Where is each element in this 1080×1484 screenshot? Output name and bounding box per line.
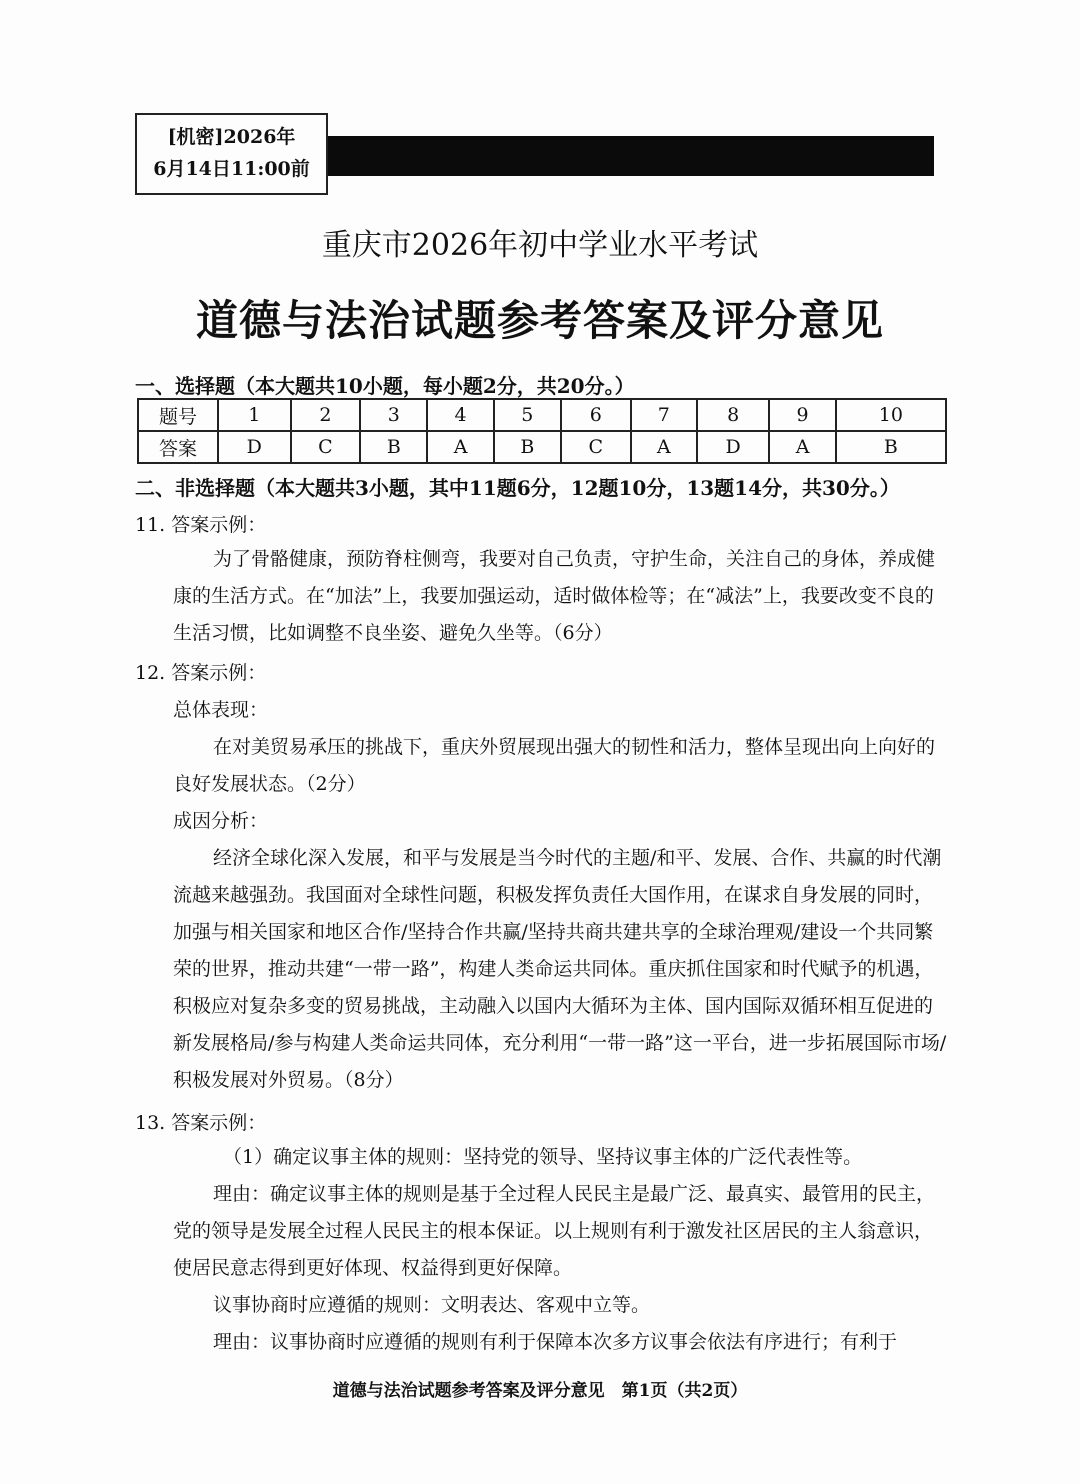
table-cell: 7 <box>631 399 697 431</box>
table-cell: 10 <box>836 399 946 431</box>
q12-label: 12. 答案示例： <box>135 662 267 684</box>
table-cell: A <box>769 431 835 463</box>
q12-overall-label: 总体表现： <box>173 699 269 721</box>
table-cell: C <box>291 431 361 463</box>
q13-label: 13. 答案示例： <box>135 1112 267 1134</box>
q13-rule-2: 议事协商时应遵循的规则：文明表达、客观中立等。 <box>213 1294 651 1316</box>
table-cell: D <box>697 431 770 463</box>
q11-label: 11. 答案示例： <box>135 514 267 536</box>
q12-cause-label: 成因分析： <box>173 810 269 832</box>
table-cell: A <box>427 431 493 463</box>
q13-reason-1: 理由：确定议事主体的规则是基于全过程人民民主是最广泛、最真实、最管用的民主，党的领导是发展全过程人民民主的根本保证。以上规则有利于激发社区居民的主人翁意识，使居民意志得到更好体现、权益得到更好保障。 <box>173 1183 936 1279</box>
q12-overall-text: 在对美贸易承压的挑战下，重庆外贸展现出强大的韧性和活力，整体呈现出向上向好的良好发展状态。（2分） <box>173 736 936 795</box>
table-row-answers <box>138 431 946 463</box>
row-label-number: 题号 <box>138 399 218 431</box>
answer-table <box>137 398 947 464</box>
table-cell: 5 <box>494 399 561 431</box>
exam-subtitle: 重庆市2026年初中学业水平考试 <box>321 228 759 263</box>
table-cell: A <box>631 431 697 463</box>
table-cell: 4 <box>427 399 493 431</box>
document-title: 道德与法治试题参考答案及评分意见 <box>195 296 884 345</box>
table-cell: 6 <box>561 399 631 431</box>
table-cell: C <box>561 431 631 463</box>
q13-rule-1: （1）确定议事主体的规则：坚持党的领导、坚持议事主体的广泛代表性等。 <box>223 1146 863 1168</box>
row-label-answer: 答案 <box>138 431 218 463</box>
table-cell: 3 <box>360 399 427 431</box>
table-cell: 8 <box>697 399 770 431</box>
page-footer: 道德与法治试题参考答案及评分意见 第1页（共2页） <box>332 1381 748 1401</box>
table-cell: B <box>836 431 946 463</box>
q12-cause-text: 经济全球化深入发展，和平与发展是当今时代的主题/和平、发展、合作、共赢的时代潮流越来越强劲。我国面对全球性问题，积极发挥负责任大国作用，在谋求自身发展的同时，加强与相关国家和地区合作/坚持合作共赢/坚持共商共建共享的全球治理观/建设一个共同繁荣的世界，推动共建“一带一路”，构建人类命运共同体。重庆抓住国家和时代赋予的机遇，积极应对复杂多变的贸易挑战，主动融入以国内大循环为主体、国内国际双循环相互促进的新发展格局/参与构建人类命运共同体，充分利用“一带一路”这一平台，进一步拓展国际市场/积极发展对外贸易。（8分） <box>173 847 947 1091</box>
table-cell: 1 <box>218 399 291 431</box>
section-1-heading: 一、选择题（本大题共10小题，每小题2分，共20分。） <box>135 374 635 398</box>
section-2-heading: 二、非选择题（本大题共3小题，其中11题6分，12题10分，13题14分，共30分。） <box>135 476 900 500</box>
table-cell: B <box>360 431 427 463</box>
q11-answer: 为了骨骼健康，预防脊柱侧弯，我要对自己负责，守护生命，关注自己的身体，养成健康的生活方式。在“加法”上，我要加强运动，适时做体检等；在“减法”上，我要改变不良的生活习惯，比如调整不良坐姿、避免久坐等。（6分） <box>173 548 936 644</box>
table-cell: B <box>494 431 561 463</box>
table-cell: 9 <box>769 399 835 431</box>
confidential-stamp <box>135 113 328 195</box>
table-cell: 2 <box>291 399 361 431</box>
confidential-line-2: 6月14日11:00前 <box>153 158 310 180</box>
table-cell: D <box>218 431 291 463</box>
table-row-numbers <box>138 399 946 431</box>
confidential-line-1: [机密]2026年 <box>167 126 296 148</box>
black-bar <box>328 136 934 176</box>
q13-reason-2: 理由：议事协商时应遵循的规则有利于保障本次多方议事会依法有序进行；有利于 <box>213 1331 898 1353</box>
